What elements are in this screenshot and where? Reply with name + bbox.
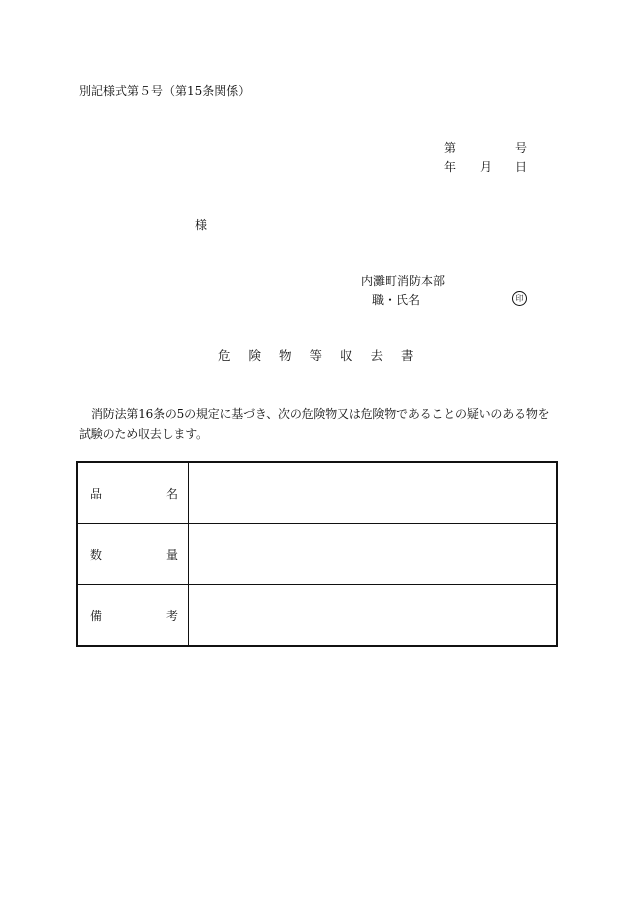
form-reference: 別記様式第５号（第15条関係） — [79, 84, 251, 98]
item-name-value[interactable] — [189, 462, 558, 524]
table-row — [77, 585, 557, 647]
body-text: 消防法第16条の5の規定に基づき、次の危険物又は危険物であることの疑いのある物を試験のため収去します。 — [79, 407, 550, 441]
recipient-honorific: 様 — [195, 218, 208, 232]
label-right: 考 — [165, 608, 178, 623]
table-row — [77, 462, 557, 524]
label-cell — [77, 462, 189, 524]
issuer-organization: 内灘町消防本部 — [361, 274, 446, 288]
label-cell — [77, 585, 189, 647]
label-right: 名 — [165, 486, 178, 501]
label-left: 品 — [90, 486, 103, 501]
remarks-value[interactable] — [189, 585, 558, 647]
date-month-label: 月 — [480, 160, 493, 174]
label-left: 備 — [90, 608, 103, 623]
label-right: 量 — [165, 547, 178, 562]
table-row — [77, 524, 557, 585]
doc-number-prefix: 第 — [444, 141, 457, 155]
document-title: 危険物等収去書 — [218, 348, 432, 363]
date-day-label: 日 — [515, 160, 528, 174]
quantity-value[interactable] — [189, 524, 558, 585]
label-left: 数 — [90, 547, 103, 562]
doc-number-suffix: 号 — [515, 141, 528, 155]
issuer-position-name: 職・氏名 — [372, 293, 421, 307]
items-table — [76, 461, 558, 647]
seal-icon: 印 — [512, 291, 527, 306]
label-cell — [77, 524, 189, 585]
date-year-label: 年 — [444, 160, 457, 174]
